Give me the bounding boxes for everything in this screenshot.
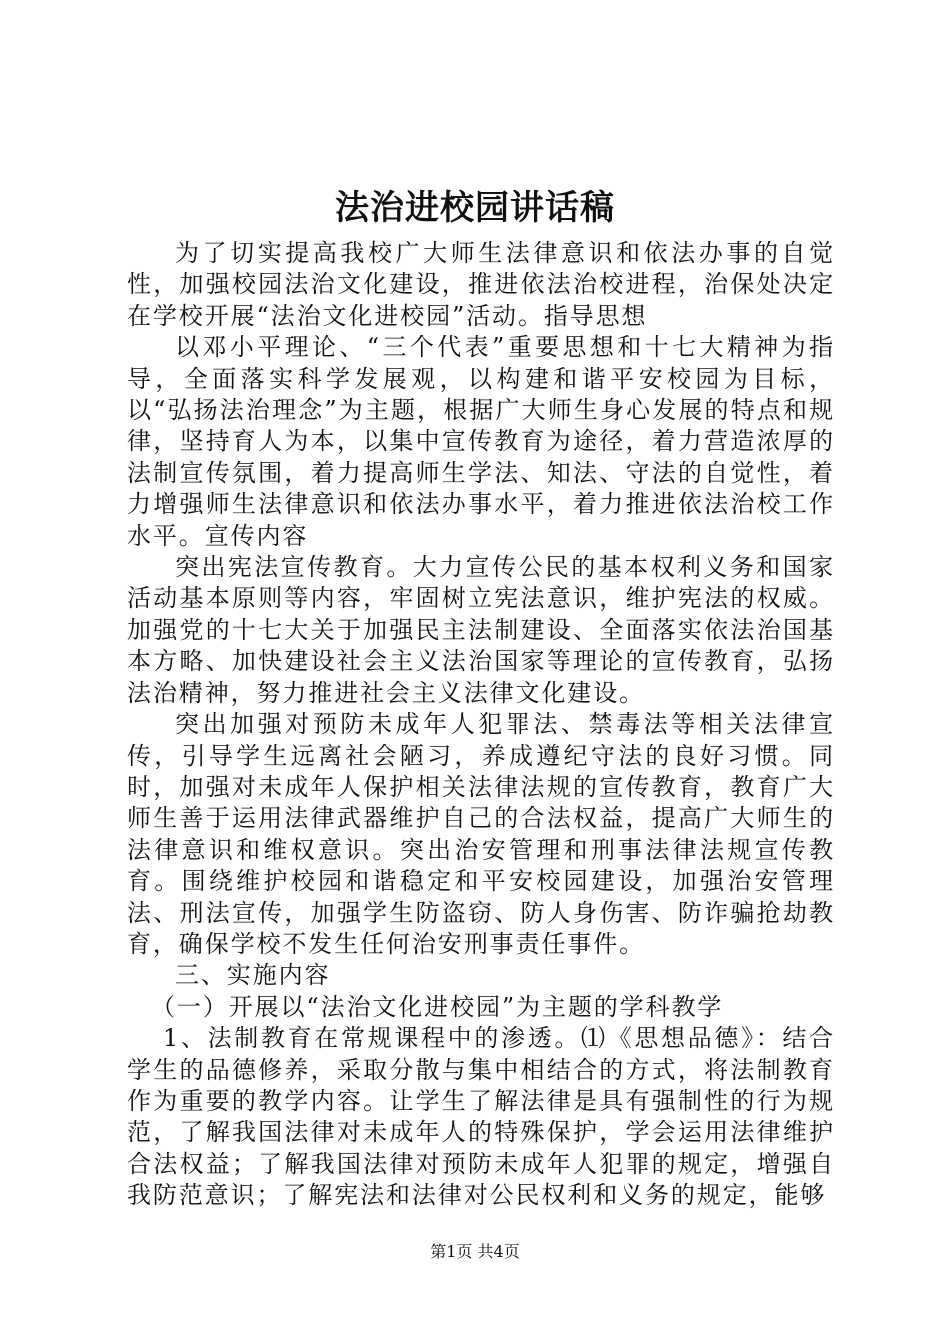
page-footer: 第1页 共4页 [430, 1242, 520, 1261]
section-heading-implementation: 三、实施内容 [175, 961, 331, 990]
document-title: 法治进校园讲话稿 [335, 188, 615, 228]
paragraph-intro: 为了切实提高我校广大师生法律意识和依法办事的自觉性，加强校园法治文化建设，推进依法治校进程，治保处决定在学校开展“法治文化进校园”活动。指导思想 [127, 239, 835, 330]
paragraph-curriculum: 1、法制教育在常规课程中的渗透。⑴《思想品德》：结合学生的品德修养，采取分散与集中相结合的方式，将法制教育作为重要的教学内容。让学生了解法律是具有强制性的行为规范，了解我国法律对未成年人的特殊保护，学会运用法律维护合法权益；了解我国法律对预防未成年人犯罪的规定，增强自我防范意识；了解宪法和法律对公民权利和义务的规定，能够 [127, 1024, 835, 1210]
paragraph-guiding-thought: 以邓小平理论、“三个代表”重要思想和十七大精神为指导，全面落实科学发展观，以构建和谐平安校园为目标，以“弘扬法治理念”为主题，根据广大师生身心发展的特点和规律，坚持育人为本，以集中宣传教育为途径，着力营造浓厚的法制宣传氛围，着力提高师生学法、知法、守法的自觉性，着力增强师生法律意识和依法办事水平，着力推进依法治校工作水平。宣传内容 [127, 333, 835, 550]
paragraph-juvenile-law: 突出加强对预防未成年人犯罪法、禁毒法等相关法律宣传，引导学生远离社会陋习，养成遵纪守法的良好习惯。同时，加强对未成年人保护相关法律法规的宣传教育，教育广大师生善于运用法律武器维护自己的合法权益，提高广大师生的法律意识和维权意识。突出治安管理和刑事法律法规宣传教育。围绕维护校园和谐稳定和平安校园建设，加强治安管理法、刑法宣传，加强学生防盗窃、防人身伤害、防诈骗抢劫教育，确保学校不发生任何治安刑事责任事件。 [127, 710, 835, 958]
paragraph-constitution: 突出宪法宣传教育。大力宣传公民的基本权利义务和国家活动基本原则等内容，牢固树立宪法意识，维护宪法的权威。加强党的十七大关于加强民主法制建设、全面落实依法治国基本方略、加快建设社会主义法治国家等理论的宣传教育，弘扬法治精神，努力推进社会主义法律文化建设。 [127, 553, 835, 707]
subsection-heading-teaching: （一）开展以“法治文化进校园”为主题的学科教学 [151, 992, 724, 1021]
document-body [127, 238, 835, 1212]
